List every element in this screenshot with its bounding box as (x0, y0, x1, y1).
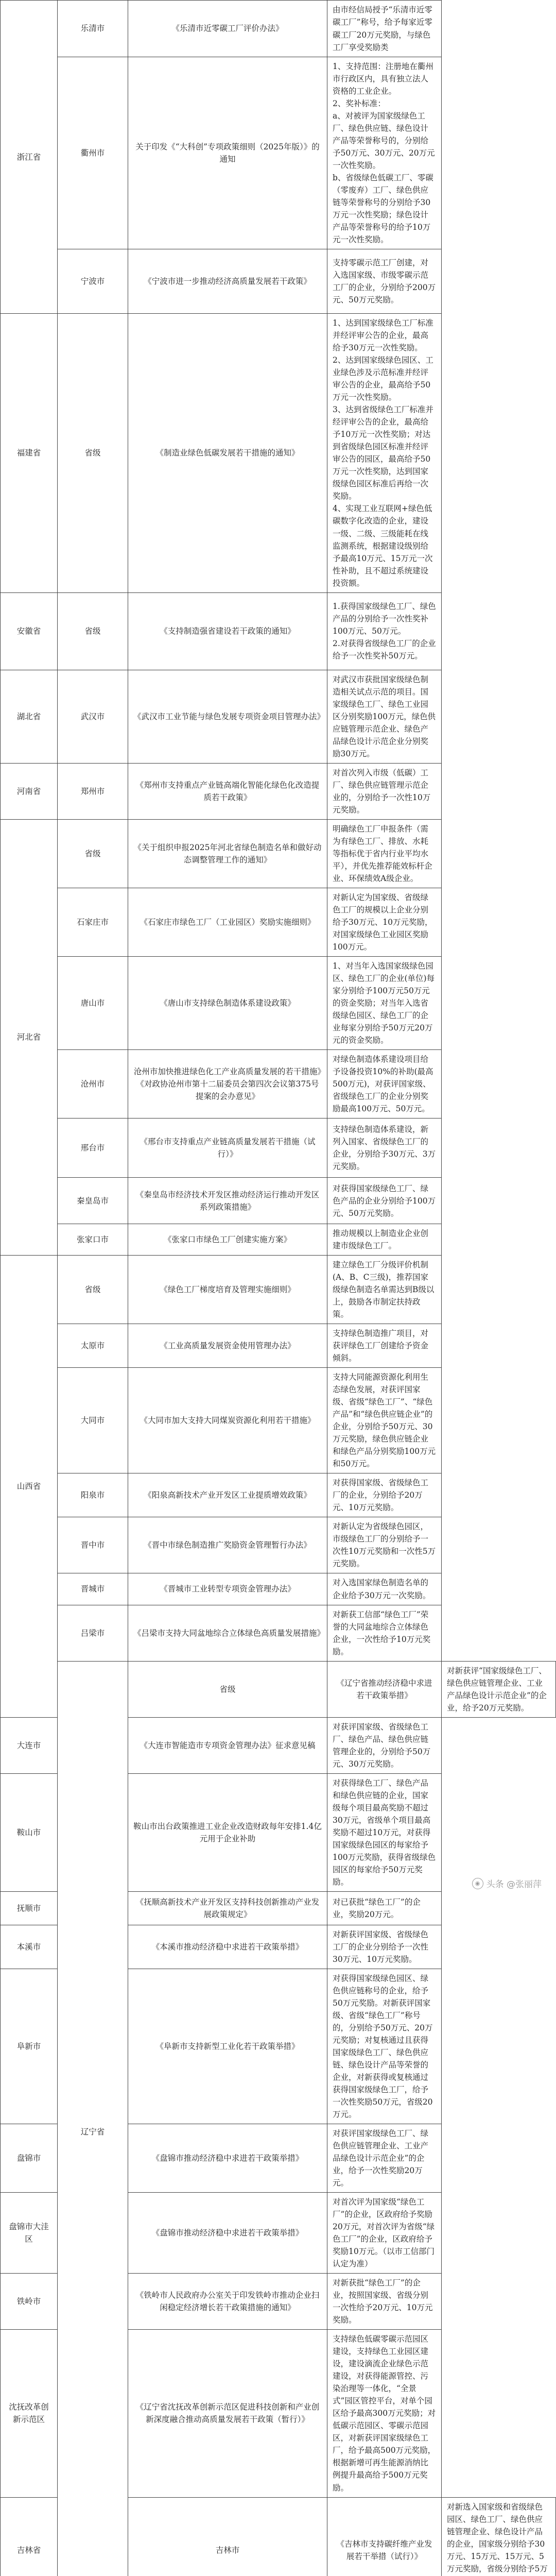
policy-document-cell: 鞍山市出台政策推进工业企业改造财政每年安排1.4亿元用于企业补助 (128, 1773, 327, 1891)
support-line: 明确绿色工厂申报条件（需为有绿色工厂、排放、水耗等指标优于省内行业平均水平），并优先推荐能效标杆企业、环保绩效A级企业。 (333, 823, 436, 885)
table-row (1, 57, 556, 249)
policy-document-cell: 《张家口市绿色工厂创建实施方案》 (128, 1224, 327, 1256)
city-cell: 衢州市 (58, 57, 128, 249)
city-cell: 大同市 (58, 1368, 128, 1473)
city-cell: 盘锦市 (1, 2124, 58, 2193)
policy-document-cell: 《辽宁省推动经济稳中求进若干政策举措》 (327, 1661, 442, 1717)
support-line: 对新选入国家级和省级绿色园区、绿色工厂、绿色供应链管理企业、绿色设计产品的企业，国家级分别给予30万元、15万元、15万元、5万元奖励，省级分别给予5万 (447, 2501, 550, 2576)
support-content-cell (327, 1925, 442, 1969)
policy-document-cell: 沧州市加快推进绿色化工产业高质量发展的若干措施》《对政协沧州市第十二届委员会第四次会议第375号提案的会办意见》 (128, 1050, 327, 1118)
city-cell: 省级 (58, 1256, 128, 1324)
city-cell: 沈抚改革创新示范区 (1, 2330, 58, 2497)
city-cell: 太原市 (58, 1324, 128, 1368)
support-content-cell (327, 1, 442, 57)
policy-document-cell: 《抚顺高新技术产业开发区支持科技创新推动产业发展政策规定》 (128, 1891, 327, 1925)
policy-document-cell: 《乐清市近零碳工厂评价办法》 (128, 1, 327, 57)
policy-document-cell: 《大同市加大支持大同煤炭资源化利用若干措施》 (128, 1368, 327, 1473)
support-line: 对新获评国家级、省级绿色工厂的企业分别给予一次性30万元、10万元奖励。 (333, 1928, 436, 1965)
policy-document-cell: 《绿色工厂梯度培育及管理实施细则》 (128, 1256, 327, 1324)
table-row (1, 956, 556, 1049)
policy-document-cell: 《宁波市进一步推动经济高质量发展若干政策》 (128, 249, 327, 314)
city-cell: 沧州市 (58, 1050, 128, 1118)
table-row (1, 1473, 556, 1517)
policy-document-cell: 《工业高质量发展资金使用管理办法》 (128, 1324, 327, 1368)
support-line: 支持绿色低碳零碳示范园区建设，支持绿色工业园区建设，建设滴流企业绿色示范建设，对获得能源管控、污染治理等一体化，“全景式”园区管控平台，对单个园区给予最高300万元奖励；对低碳示范园区、零碳示范园区，对新获评国家级绿色工厂，给予最高500万元奖励，根据新增可再生能源消纳比例提升最高给予500万元奖励。 (333, 2333, 436, 2494)
support-line: 对获得绿色工厂、绿色产品和绿色供应链的企业，国家级每个项目最高奖励不超过30万元，省级单个项目最高奖励不超过10万元，对获得国家级绿色园区的每家给予100万元奖励，获得省级绿色园区的每家给予50万元奖励。 (333, 1777, 436, 1888)
table-row (1, 592, 556, 670)
policy-document-cell: 《吉林市支持碳纤维产业发展若干举措（试行）》 (327, 2497, 442, 2576)
support-line: a、对被评为国家级绿色工厂、绿色供应链、绿色设计产品等荣誉称号的，分别给予50万元、30万元、20万元一次性奖励。 (333, 110, 436, 172)
support-content-cell (442, 1661, 556, 1717)
province-cell: 安徽省 (1, 592, 58, 670)
table-row (1, 1324, 556, 1368)
support-line: 对新获工信部“绿色工厂”荣誉的大同盆地综合立体绿色企业，一次性给予10万元奖励。 (333, 1608, 436, 1658)
support-line: 推动规模以上制造业企业创建市级绿色工厂。 (333, 1227, 436, 1252)
table-row (1, 1605, 556, 1661)
policy-document-cell: 《关于组织申报2025年河北省绿色制造名单和做好动态调整管理工作的通知》 (128, 819, 327, 888)
policy-document-cell: 《晋城市工业转型专项资金管理办法》 (128, 1573, 327, 1605)
table-row (1, 1118, 556, 1178)
policy-document-cell: 《本溪市推动经济稳中求进若干政策举措》 (128, 1925, 327, 1969)
policy-document-cell: 《辽宁省沈抚改革创新示范区促进科技创新和产业创新深度融合推动高质量发展若干政策（暂行）》 (128, 2330, 327, 2497)
city-cell: 省级 (58, 592, 128, 670)
support-line: 对入选国家绿色制造名单的企业给予30万元一次奖励。 (333, 1577, 436, 1601)
support-content-cell (327, 1368, 442, 1473)
support-line: 支持绿色制造推广项目，对获评绿色工厂创建给予资金倾斜。 (333, 1327, 436, 1364)
province-cell: 湖北省 (1, 670, 58, 763)
support-content-cell (327, 1773, 442, 1891)
table-row (1, 763, 556, 819)
city-cell: 吕梁市 (58, 1605, 128, 1661)
city-cell: 鞍山市 (1, 1773, 58, 1891)
support-line: 支持零碳示范工厂创建，对入选国家级、市级零碳示范工厂的企业，分别给予200万元、50万元奖励。 (333, 257, 436, 306)
support-content-cell (327, 763, 442, 819)
province-cell: 吉林省 (1, 2497, 58, 2576)
policy-document-cell: 《唐山市支持绿色制造体系建设政策》 (128, 956, 327, 1049)
policy-document-cell: 《阜新市支持新型工业化若干政策举措》 (128, 1969, 327, 2124)
support-line: 对新认定为国家级、省级绿色工厂的规模以上企业分别给予30万元、10万元奖励，对国家级绿色工业园区奖励100万元。 (333, 891, 436, 953)
province-cell: 河北省 (1, 819, 58, 1255)
policy-document-cell: 《盘锦市推动经济稳中求进若干政策举措》 (128, 2193, 327, 2274)
city-cell: 吉林市 (128, 2497, 327, 2576)
support-line: 由市经信局授予“乐清市近零碳工厂”称号，给予每家近零碳工厂20万元奖励，与绿色工厂享受奖励类 (333, 4, 436, 53)
policy-document-cell: 《支持制造强省建设若干政策的通知》 (128, 592, 327, 670)
table-row (1, 1517, 556, 1573)
policy-table-body (1, 1, 556, 2576)
support-line: 支持绿色制造体系建设，新列入国家、省级绿色工厂的企业，分别给予30万元、3万元奖励。 (333, 1123, 436, 1173)
support-content-cell (327, 1224, 442, 1256)
support-content-cell (327, 592, 442, 670)
support-content-cell (327, 57, 442, 249)
support-content-cell (327, 1605, 442, 1661)
support-line: 对首次列入市级（低碳）工厂、绿色供应链管理示范企业的，分别给予一次性10万元奖励。 (333, 767, 436, 816)
support-line: 1、达到国家级绿色工厂标准并经评审公告的企业，最高给予30万元一次性奖励。 (333, 317, 436, 354)
policy-document-cell: 《邢台市支持重点产业链高质量发展若干措施（试行）》 (128, 1118, 327, 1178)
province-cell: 辽宁省 (58, 1661, 128, 2576)
support-content-cell (327, 819, 442, 888)
support-line: 对首次评为国家级“绿色工厂”的企业，区政府给予奖励20万元，对首次评为省级“绿色工厂”的企业，区政府给予奖励10万元。（以市工信部门认定为准） (333, 2196, 436, 2270)
watermark (472, 1877, 542, 1890)
city-cell: 秦皇岛市 (58, 1178, 128, 1224)
support-line: b、省级绿色低碳工厂、零碳（零废弃）工厂、绿色供应链等荣誉称号的分别给予30万元一次性奖励；绿色设计产品等荣誉称号的给予10万元一次性奖励。 (333, 172, 436, 246)
watermark-text: 头条 @张丽萍 (486, 1877, 542, 1890)
support-line: 对武汉市获批国家级绿色制造相关试点示范的项目。国家级绿色工厂、绿色工业园区分别奖励100万元，绿色供应链管理示范企业、绿色产品绿色设计示范企业分别奖励30万元。 (333, 673, 436, 760)
city-cell: 抚顺市 (1, 1891, 58, 1925)
support-content-cell (327, 670, 442, 763)
support-line: 1、支持范围：注册地在衢州市行政区内，具有独立法人资格的工业企业。 (333, 60, 436, 97)
city-cell: 唐山市 (58, 956, 128, 1049)
policy-document-cell: 关于印发《“大科创”专项政策细则（2025年版）》的通知 (128, 57, 327, 249)
support-content-cell (327, 1717, 442, 1773)
city-cell: 石家庄市 (58, 888, 128, 956)
city-cell: 武汉市 (58, 670, 128, 763)
policy-document-cell: 《大连市智能造市专项资金管理办法》征求意见稿 (128, 1717, 327, 1773)
policy-document-cell: 《阳泉高新技术产业开发区工业提质增效政策》 (128, 1473, 327, 1517)
table-row (1, 1256, 556, 1324)
table-row (1, 670, 556, 763)
city-cell: 省级 (128, 1661, 327, 1717)
support-line: 3、达到省级绿色工厂标准并经评审公告的企业，最高给予10万元一次性奖励；对达到省级绿色园区标准并经评审公告的园区，最高给予50万元一次性奖励，达到国家级绿色园区标准后再给一次奖励。 (333, 403, 436, 502)
support-line: 对获评国家级绿色工厂、绿色供应链管理企业、工业产品绿色设计示范企业”的企业，给予一次性奖励20万元。 (333, 2127, 436, 2189)
city-cell: 郑州市 (58, 763, 128, 819)
table-row (1, 1, 556, 57)
policy-document-cell: 《秦皇岛市经济技术开发区推动经济运行推动开发区系列政策措施》 (128, 1178, 327, 1224)
support-line: 建立绿色工厂分级评价机制(A、B、C三级)，推荐国家级绿色制造名单需达到B级以上，鼓励各市制定扶持政策。 (333, 1259, 436, 1320)
support-content-cell (327, 2330, 442, 2497)
support-content-cell (327, 1891, 442, 1925)
policy-document-cell: 《盘锦市推动经济稳中求进若干政策举措》 (128, 2124, 327, 2193)
support-content-cell (442, 2497, 556, 2576)
support-line: 对新认定为省级绿色园区，市级绿色工厂的分别给予一次性10万元奖励和一次性5万元奖励。 (333, 1520, 436, 1570)
city-cell: 宁波市 (58, 249, 128, 314)
support-content-cell (327, 888, 442, 956)
city-cell: 大连市 (1, 1717, 58, 1773)
support-content-cell (327, 2124, 442, 2193)
table-row (1, 819, 556, 888)
policy-document-cell: 《晋中市绿色制造推广奖励资金管理暂行办法》 (128, 1517, 327, 1573)
province-cell: 河南省 (1, 763, 58, 819)
city-cell: 张家口市 (58, 1224, 128, 1256)
table-row (1, 249, 556, 314)
table-row (1, 1178, 556, 1224)
policy-document-cell: 《武汉市工业节能与绿色发展专项资金项目管理办法》 (128, 670, 327, 763)
support-line: 支持大同能源资源化利用生态绿色发展，对获评国家级、省级“绿色工厂”、“绿色产品”和“绿色供应链企业”的企业，分别给予50万元、30万元奖励，绿色供应链企业和绿色产品分别奖励100万元和50万元。 (333, 1371, 436, 1470)
policy-document-cell: 《吕梁市支持大同盆地综合立体绿色高质量发展措施》 (128, 1605, 327, 1661)
city-cell: 阳泉市 (58, 1473, 128, 1517)
city-cell: 省级 (58, 314, 128, 592)
support-line: 对获得国家级绿色园区、绿色供应链称号的企业，给予50万元奖励。对新获评国家级、省级“绿色工厂”称号的，分别给予50万元、20万元奖励；对复核通过且获得国家级绿色工厂、绿色供应链、绿色设计产品等荣誉的企业，对新获得或复核通过获得国家级绿色工厂，给予一次性奖励50万元，省级20万元。 (333, 1972, 436, 2121)
province-cell: 福建省 (1, 314, 58, 592)
support-line: 对新获批“绿色工厂”的企业，按照国家级、省级分别一次性给予20万元、10万元奖励。 (333, 2277, 436, 2326)
city-cell: 晋城市 (58, 1573, 128, 1605)
support-content-cell (327, 249, 442, 314)
support-line: 对已获批“绿色工厂”的企业，奖励20万元。 (333, 1896, 436, 1921)
table-row (1, 1224, 556, 1256)
city-cell: 邢台市 (58, 1118, 128, 1178)
city-cell: 晋中市 (58, 1517, 128, 1573)
support-line: 对新获评“国家级绿色工厂、绿色供应链管理企业、工业产品绿色设计示范企业”的企业，给予20万元奖励。 (447, 1665, 550, 1714)
table-row (1, 1368, 556, 1473)
support-line: 2、达到国家级绿色园区、工业绿色涉及示范标准并经评审公告的企业，最高给予50万元一次性奖励。 (333, 354, 436, 403)
support-content-cell (327, 1256, 442, 1324)
support-line: 对获得国家级、省级绿色工厂的企业，分别给予20万元、10万元奖励。 (333, 1477, 436, 1514)
support-content-cell (327, 1050, 442, 1118)
support-line: 对获评国家级、省级绿色工厂、绿色产品、绿色供应链管理企业的，分别给予50万元、30万元奖励。 (333, 1721, 436, 1770)
city-cell: 本溪市 (1, 1925, 58, 1969)
support-content-cell (327, 1473, 442, 1517)
policy-document-cell: 《铁岭市人民政府办公室关于印发铁岭市推动企业扫闲稳定经济增长若干政策措施的通知》 (128, 2274, 327, 2330)
support-content-cell (327, 1118, 442, 1178)
support-line: 对绿色制造体系建设项目给予设备投资10%的补助(最高500万元)，对获评国家级、省级绿色工厂的企业分别奖励最高100万元、50万元。 (333, 1053, 436, 1115)
support-content-cell (327, 956, 442, 1049)
support-content-cell (327, 314, 442, 592)
policy-document-cell: 《郑州市支持重点产业链高端化智能化绿色化改造提质若干政策》 (128, 763, 327, 819)
support-line: 2、奖补标准： (333, 97, 436, 110)
table-row (1, 1573, 556, 1605)
province-cell: 浙江省 (1, 1, 58, 314)
city-cell: 阜新市 (1, 1969, 58, 2124)
city-cell: 省级 (58, 819, 128, 888)
camera-icon: ◉ (472, 1878, 483, 1889)
support-content-cell (327, 1969, 442, 2124)
province-cell: 山西省 (1, 1256, 58, 1718)
policy-document-cell: 《制造业绿色低碳发展若干措施的通知》 (128, 314, 327, 592)
support-line: 对获得国家级绿色工厂、绿色产品的企业分别给予100万元、50万元奖励。 (333, 1182, 436, 1219)
table-row (1, 1050, 556, 1118)
city-cell: 乐清市 (58, 1, 128, 57)
city-cell: 铁岭市 (1, 2274, 58, 2330)
support-line: 1、对当年入选国家级绿色园区、绿色工厂的企业(单位)每家分别给予100万元50万元的资金奖励；对当年入选省级绿色园区、绿色工厂的企业每家分别给予50万元20万元的资金奖励。 (333, 960, 436, 1046)
table-row (1, 1661, 556, 1717)
table-row (1, 314, 556, 592)
support-content-cell (327, 1324, 442, 1368)
support-line: 2.对获得省级绿色工厂的企业给予一次性奖补50万元。 (333, 637, 436, 662)
support-line: 1.获得国家级绿色工厂、绿色产品的分别给予一次性奖补100万元、50万元。 (333, 600, 436, 637)
support-content-cell (327, 1573, 442, 1605)
support-content-cell (327, 2193, 442, 2274)
support-content-cell (327, 1517, 442, 1573)
support-line: 4、实现工业互联网+绿色低碳数字化改造的企业，建设一级、二级、三级能耗在线监测系统，根据建设级别给予最高10万元、15万元一次性补助，且不超过系统建设投资额。 (333, 502, 436, 589)
policy-document-cell: 《石家庄市绿色工厂（工业园区）奖励实施细则》 (128, 888, 327, 956)
table-row (1, 888, 556, 956)
support-content-cell (327, 2274, 442, 2330)
support-content-cell (327, 1178, 442, 1224)
city-cell: 盘锦市大洼区 (1, 2193, 58, 2274)
